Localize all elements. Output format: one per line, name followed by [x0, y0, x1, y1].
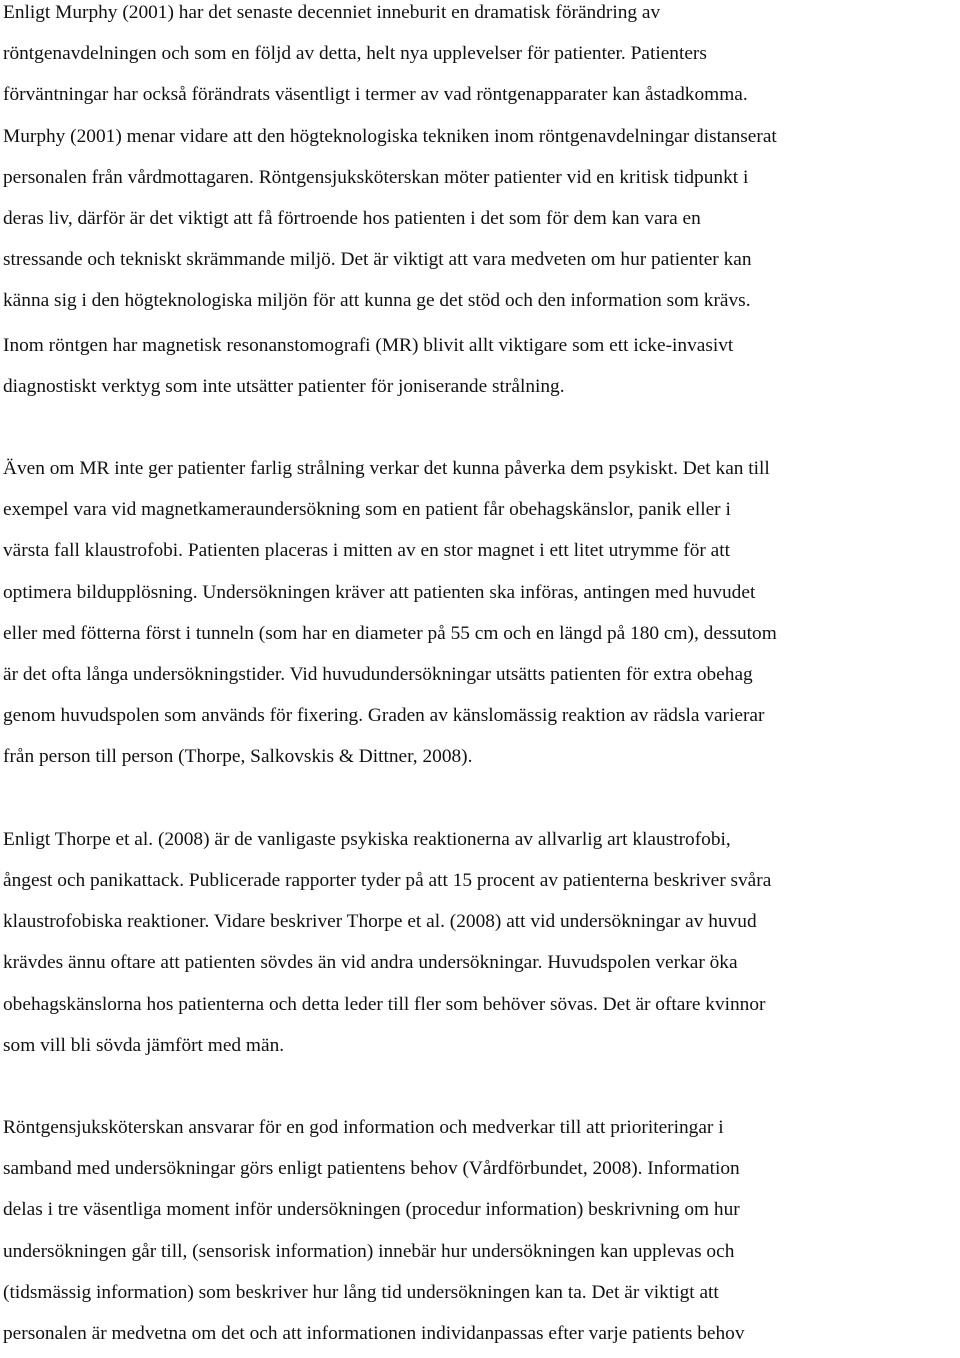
- text-line: diagnostiskt verktyg som inte utsätter patienter för joniserande strålning.: [3, 375, 565, 397]
- text-line: optimera bildupplösning. Undersökningen kräver att patienten ska införas, antingen med huvudet: [3, 581, 756, 603]
- paragraph-mr-psychological: [3, 448, 960, 778]
- paragraph-information: [3, 1107, 960, 1354]
- text-line: ångest och panikattack. Publicerade rapporter tyder på att 15 procent av patienterna beskriver svåra: [3, 869, 772, 891]
- text-line: som vill bli sövda jämfört med män.: [3, 1034, 285, 1056]
- text-line: samband med undersökningar görs enligt patientens behov (Vårdförbundet, 2008). Information: [3, 1158, 740, 1180]
- text-line: personalen är medvetna om det och att informationen individanpassas efter varje patients behov: [3, 1323, 745, 1344]
- text-line: personalen från vårdmottagaren. Röntgensjuksköterskan möter patienter vid en kritisk tidpunkt i: [3, 166, 749, 188]
- text-line: exempel vara vid magnetkameraundersökning som en patient får obehagskänslor, panik eller i: [3, 499, 731, 521]
- text-line: krävdes ännu oftare att patienten sövdes än vid andra undersökningar. Huvudspolen verkar öka: [3, 952, 738, 974]
- document-page: [3, 0, 960, 1354]
- text-line: Enligt Murphy (2001) har det senaste decenniet inneburit en dramatisk förändring av: [3, 2, 661, 23]
- paragraph-gap: [3, 778, 960, 819]
- paragraph-gap: [3, 1066, 960, 1107]
- text-line: Även om MR inte ger patienter farlig strålning verkar det kunna påverka dem psykiskt. Det kan till: [3, 458, 770, 480]
- text-line: Röntgensjuksköterskan ansvarar för en god information och medverkar till att prioriteringar i: [3, 1117, 724, 1139]
- text-line: är det ofta långa undersökningstider. Vid huvudundersökningar utsätts patienten för extra obehag: [3, 664, 753, 685]
- text-line: förväntningar har också förändrats väsentligt i termer av vad röntgenapparater kan åstadkomma.: [3, 84, 748, 106]
- text-line: genom huvudspolen som används för fixering. Graden av känslomässig reaktion av rädsla varierar: [3, 705, 765, 727]
- text-line: röntgenavdelningen och som en följd av detta, helt nya upplevelser för patienter. Patienters: [3, 43, 707, 65]
- paragraph-mr-intro: [3, 325, 960, 407]
- text-line: obehagskänslorna hos patienterna och detta leder till fler som behöver sövas. Det är oftare kvinnor: [3, 993, 766, 1015]
- text-line: delas i tre väsentliga moment inför undersökningen (procedur information) beskrivning om hur: [3, 1199, 740, 1221]
- paragraph-thorpe: [3, 819, 960, 1066]
- text-line: Inom röntgen har magnetisk resonanstomografi (MR) blivit allt viktigare som ett icke-invasivt: [3, 334, 734, 356]
- text-line: stressande och tekniskt skrämmande miljö. Det är viktigt att vara medveten om hur patienter kan: [3, 249, 752, 271]
- paragraph-gap: [3, 407, 960, 448]
- text-line: deras liv, därför är det viktigt att få förtroende hos patienten i det som för dem kan vara en: [3, 207, 701, 229]
- text-line: undersökningen går till, (sensorisk information) innebär hur undersökningen kan upplevas och: [3, 1240, 735, 1262]
- text-line: klaustrofobiska reaktioner. Vidare beskriver Thorpe et al. (2008) att vid undersökningar av huvud: [3, 911, 757, 933]
- text-line: värsta fall klaustrofobi. Patienten placeras i mitten av en stor magnet i ett litet utrymme för att: [3, 540, 731, 562]
- text-line: eller med fötterna först i tunneln (som har en diameter på 55 cm och en längd på 180 cm), dessutom: [3, 622, 777, 644]
- paragraph-murphy: [3, 0, 960, 322]
- text-line: känna sig i den högteknologiska miljön för att kunna ge det stöd och den information som krävs.: [3, 290, 751, 312]
- text-line: (tidsmässig information) som beskriver hur lång tid undersökningen kan ta. Det är viktigt att: [3, 1281, 719, 1303]
- text-line: Enligt Thorpe et al. (2008) är de vanligaste psykiska reaktionerna av allvarlig art klaustrofobi,: [3, 828, 731, 850]
- text-line: från person till person (Thorpe, Salkovskis & Dittner, 2008).: [3, 746, 473, 768]
- text-line: Murphy (2001) menar vidare att den högteknologiska tekniken inom röntgenavdelningar distanserat: [3, 125, 777, 147]
